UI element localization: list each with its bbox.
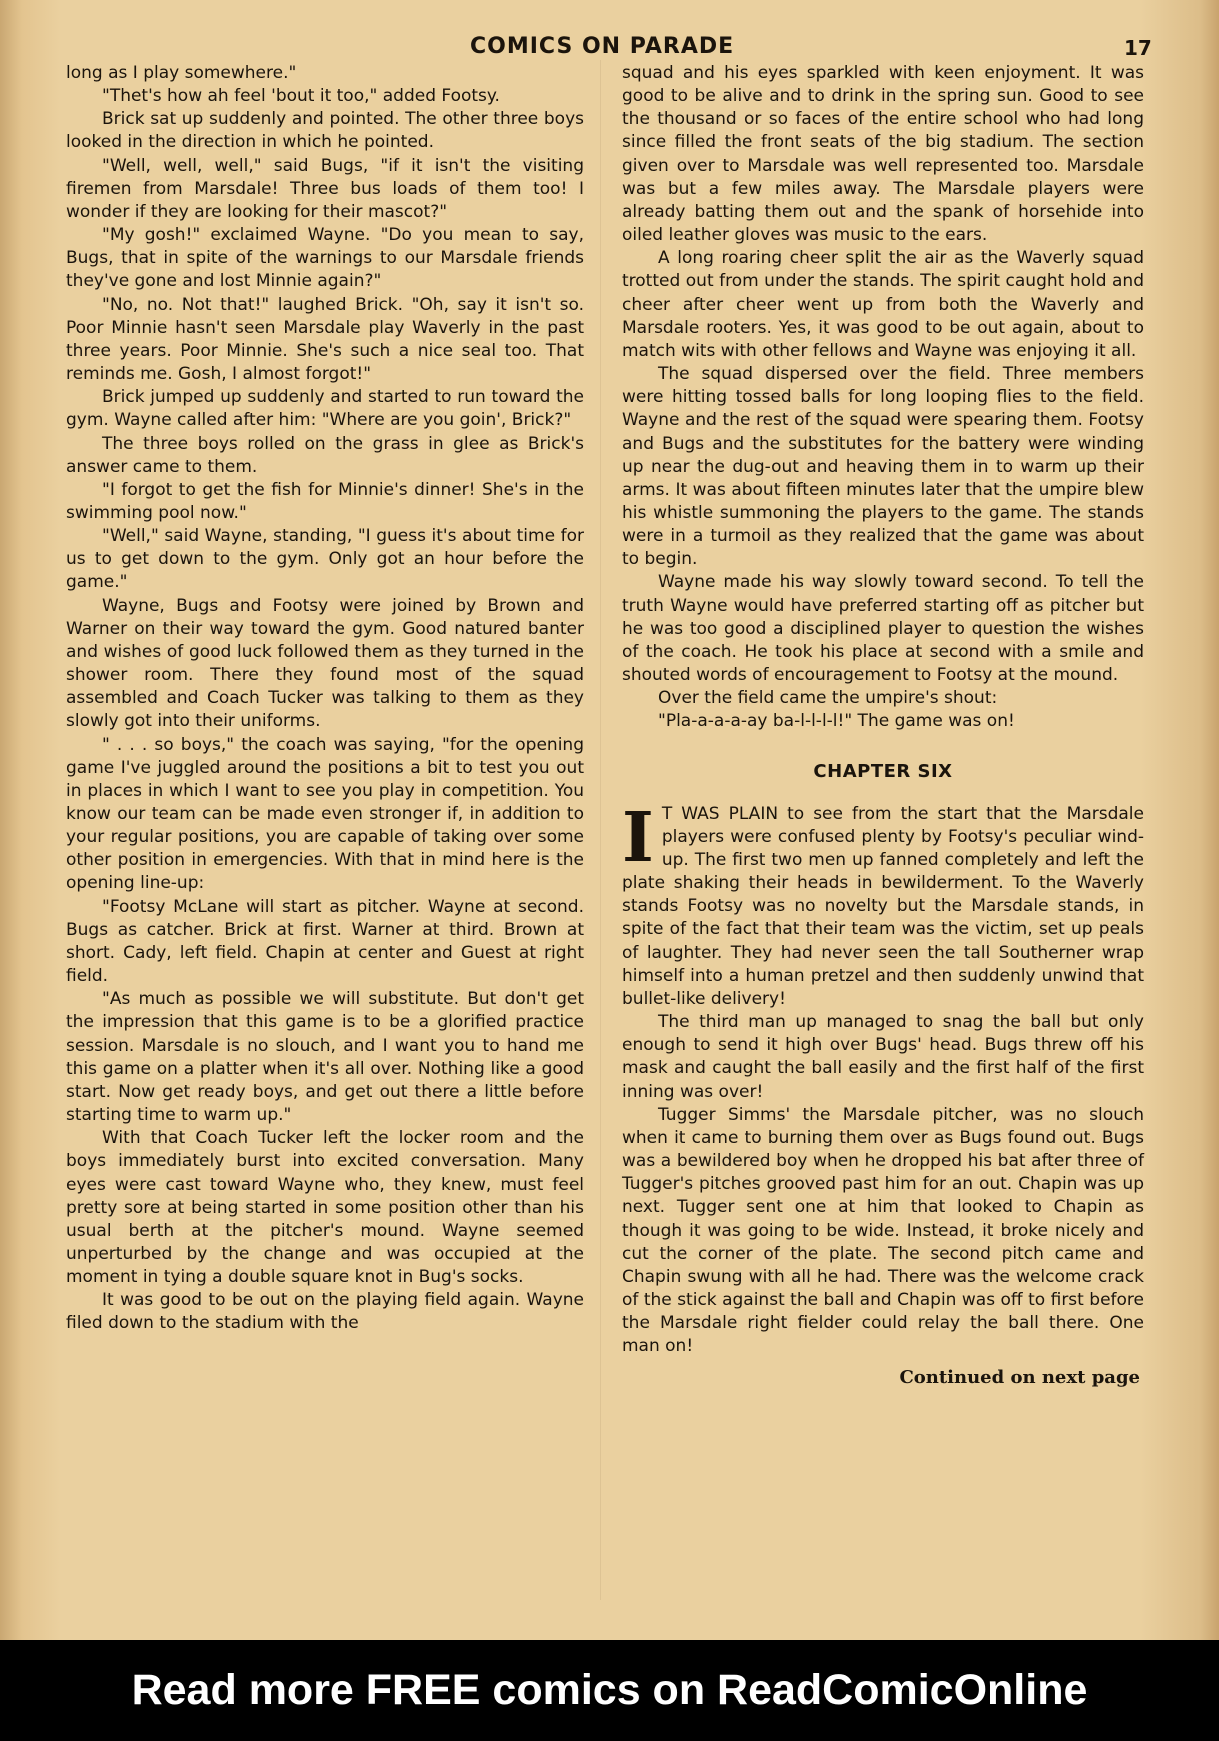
- paragraph: Brick jumped up suddenly and started to run toward the gym. Wayne called after him: "Where are you goin', Brick?": [66, 387, 584, 431]
- paragraph: The squad dispersed over the field. Three members were hitting tossed balls for long looping flies to the field. Wayne and the rest of the squad were spearing them. Footsy and Bugs and the substitutes for the battery were winding up near the dug-out and heaving them in to warm up their arms. It was about fifteen minutes later that the umpire blew his whistle summoning the players to the game. The stands were in a turmoil as they realized that the game was about to begin.: [622, 364, 1144, 570]
- paragraph: "Pla-a-a-a-ay ba-l-l-l-l!" The game was on!: [658, 711, 1015, 732]
- paragraph: Wayne made his way slowly toward second. To tell the truth Wayne would have preferred starting off as pitcher but he was too good a disciplined player to question the wishes of the coach. He took his place at second with a smile and shouted words of encouragement to Footsy at the mound.: [622, 572, 1144, 686]
- chapter-first-paragraph: [622, 797, 1144, 1011]
- paragraph: "Well, well, well," said Bugs, "if it isn't the visiting firemen from Marsdale! Three bus loads of them too! I wonder if they are looking for their mascot?": [66, 155, 584, 222]
- paragraph: "Thet's how ah feel 'bout it too," added Footsy.: [102, 86, 500, 107]
- paragraph: " . . . so boys," the coach was saying, "for the opening game I've juggled around the positions a bit to test you out in places in which I want to see you play in competition. You know our team can be made even stronger if, in addition to your regular positions, you are capable of taking over some other position in emergencies. With that in mind here is the opening line-up:: [66, 734, 584, 894]
- chapter-opening-text: T WAS PLAIN to see from the start that the Marsdale players were confused plenty by Footsy's peculiar wind-up. The first two men up fanned completely and left the plate shaking their heads in bewilderment. To the Waverly stands Footsy was no novelty but the Marsdale stands, in spite of the fact that their team was the victim, set up peals of laughter. They had never seen the tall Southerner wrap himself into a human pretzel and then suddenly unwind that bullet-like delivery!: [622, 803, 1144, 1009]
- paragraph: "I forgot to get the fish for Minnie's dinner! She's in the swimming pool now.": [66, 479, 584, 523]
- page-header: [0, 32, 1219, 66]
- paragraph: "No, no. Not that!" laughed Brick. "Oh, say it isn't so. Poor Minnie hasn't seen Marsdale play Waverly in the past three years. Poor Minnie. She's such a nice seal too. That reminds me. Gosh, I almost forgot!": [66, 294, 584, 385]
- right-column: [622, 62, 1144, 1390]
- promo-banner[interactable]: Read more FREE comics on ReadComicOnline: [0, 1640, 1219, 1741]
- continued-label: Continued on next page: [899, 1367, 1140, 1389]
- paragraph: With that Coach Tucker left the locker room and the boys immediately burst into excited conversation. Many eyes were cast toward Wayne who, they knew, must feel pretty sore at being started in some position other than his usual berth at the pitcher's mound. Wayne seemed unperturbed by the change and was occupied at the moment in tying a double square knot in Bug's socks.: [66, 1128, 584, 1288]
- paragraph: long as I play somewhere.": [66, 63, 297, 83]
- paragraph: "My gosh!" exclaimed Wayne. "Do you mean to say, Bugs, that in spite of the warnings to our Marsdale friends they've gone and lost Minnie again?": [66, 225, 584, 292]
- left-column: [66, 62, 584, 1336]
- drop-cap: I: [622, 797, 654, 878]
- column-gutter: [600, 60, 601, 1600]
- paragraph: squad and his eyes sparkled with keen enjoyment. It was good to be alive and to drink in the spring sun. Good to see the thousand or so faces of the entire school who had long since filled the front seats of the big stadium. The section given over to Marsdale was well represented too. Marsdale was but a few miles away. The Marsdale players were already batting them out and the spank of horsehide into oiled leather gloves was music to the ears.: [622, 63, 1144, 246]
- chapter-heading: CHAPTER SIX: [813, 760, 953, 782]
- paragraph: "As much as possible we will substitute. But don't get the impression that this game is to be a glorified practice session. Marsdale is no slouch, and I want you to hand me this game on a platter when it's all over. Nothing like a good start. Now get ready boys, and get out there a little before starting time to warm up.": [66, 989, 584, 1126]
- right-column-top-text: [622, 62, 1144, 734]
- paragraph: Wayne, Bugs and Footsy were joined by Brown and Warner on their way toward the gym. Good natured banter and wishes of good luck followed them as they turned in the shower room. There they found most of the squad assembled and Coach Tucker was talking to them as they slowly got into their uniforms.: [66, 595, 584, 732]
- running-title: COMICS ON PARADE: [470, 34, 735, 59]
- paragraph: It was good to be out on the playing field again. Wayne filed down to the stadium with the: [66, 1290, 584, 1334]
- paragraph: "Well," said Wayne, standing, "I guess it's about time for us to get down to the gym. Only got an hour before the game.": [66, 526, 584, 593]
- paragraph: Tugger Simms' the Marsdale pitcher, was no slouch when it came to burning them over as Bugs found out. Bugs was a bewildered boy when he dropped his bat after three of Tugger's pitches grooved past him for an out. Chapin was up next. Tugger sent one at him that looked to Chapin as though it was going to be wide. Instead, it broke nicely and cut the corner of the plate. The second pitch came and Chapin swung with all he had. There was the welcome crack of the stick against the ball and Chapin was off to first before the Marsdale right fielder could relay the ball there. One man on!: [622, 1104, 1144, 1357]
- paragraph: The third man up managed to snag the ball but only enough to send it high over Bugs' head. Bugs threw off his mask and caught the ball easily and the first half of the first inning was over!: [622, 1012, 1144, 1102]
- paragraph: A long roaring cheer split the air as the Waverly squad trotted out from under the stands. The spirit caught hold and cheer after cheer went up from both the Waverly and Marsdale rooters. Yes, it was good to be out again, about to match wits with other fellows and Wayne was enjoying it all.: [622, 248, 1144, 361]
- paragraph: Over the field came the umpire's shout:: [658, 688, 998, 709]
- paragraph: Brick sat up suddenly and pointed. The other three boys looked in the direction in which he pointed.: [66, 109, 584, 153]
- page-number: 17: [1124, 36, 1152, 60]
- right-column-bottom-text: [622, 1011, 1144, 1358]
- paragraph: "Footsy McLane will start as pitcher. Wayne at second. Bugs as catcher. Brick at first. Warner at third. Brown at short. Cady, left field. Chapin at center and Guest at right field.: [66, 896, 584, 987]
- paragraph: The three boys rolled on the grass in glee as Brick's answer came to them.: [66, 433, 584, 477]
